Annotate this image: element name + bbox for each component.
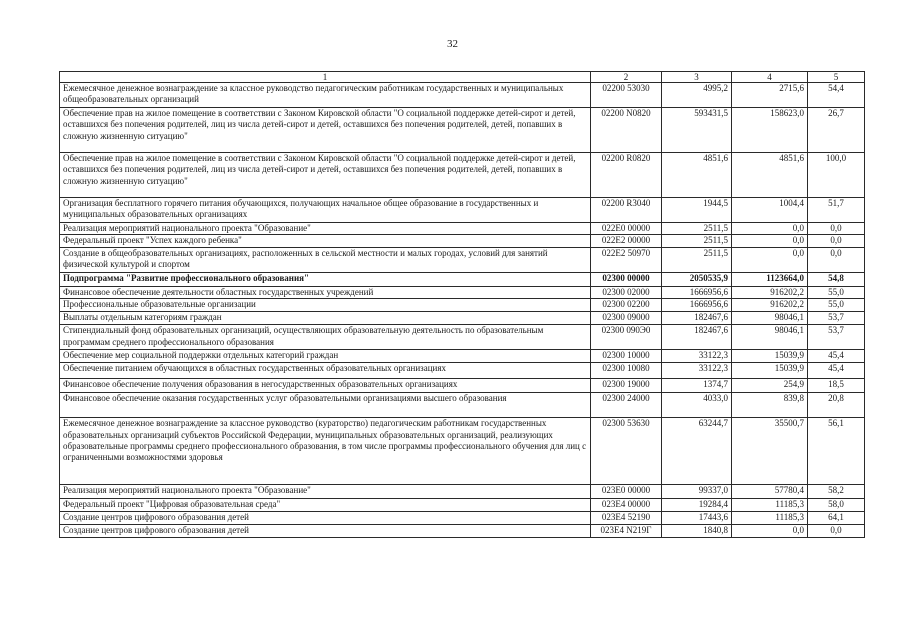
row-name: Создание центров цифрового образования детей	[60, 512, 591, 525]
row-code: 02300 10080	[591, 363, 662, 379]
table-row	[60, 525, 865, 538]
row-percent: 20,8	[808, 393, 865, 418]
row-plan-value: 19284,4	[662, 499, 732, 512]
row-percent: 53,7	[808, 312, 865, 325]
row-code: 02300 09000	[591, 312, 662, 325]
row-actual-value: 98046,1	[732, 325, 808, 350]
row-actual-value: 158623,0	[732, 108, 808, 153]
row-plan-value: 2511,5	[662, 247, 732, 272]
row-name: Федеральный проект "Успех каждого ребенка"	[60, 235, 591, 247]
row-percent: 0,0	[808, 247, 865, 272]
row-plan-value: 33122,3	[662, 363, 732, 379]
row-plan-value: 99337,0	[662, 485, 732, 499]
table-row	[60, 286, 865, 298]
row-percent: 64,1	[808, 512, 865, 525]
row-percent: 51,7	[808, 198, 865, 223]
row-percent: 18,5	[808, 379, 865, 393]
row-actual-value: 4851,6	[732, 153, 808, 198]
row-percent: 58,2	[808, 485, 865, 499]
row-plan-value: 1944,5	[662, 198, 732, 223]
row-percent: 0,0	[808, 235, 865, 247]
row-name: Стипендиальный фонд образовательных организаций, осуществляющих образовательную деятельность по образовательным программам среднего профессионального образования	[60, 325, 591, 350]
row-name: Ежемесячное денежное вознаграждение за классное руководство педагогическим работникам государственных и муниципальных общеобразовательных организаций	[60, 83, 591, 108]
table-row	[60, 393, 865, 418]
row-percent: 58,0	[808, 499, 865, 512]
row-name: Обеспечение прав на жилое помещение в соответствии с Законом Кировской области "О социальной поддержке детей-сирот и детей, оставшихся без попечения родителей, лиц из числа детей-сирот и детей, оставшихся без попечения родителей, детей, попавших в сложную жизненную ситуацию"	[60, 108, 591, 153]
row-actual-value: 916202,2	[732, 286, 808, 298]
row-code: 022E2 00000	[591, 235, 662, 247]
table-row	[60, 325, 865, 350]
row-code: 02300 10000	[591, 350, 662, 363]
row-plan-value: 1666956,6	[662, 286, 732, 298]
row-name: Федеральный проект "Цифровая образовательная среда"	[60, 499, 591, 512]
row-actual-value: 0,0	[732, 525, 808, 538]
row-name: Выплаты отдельным категориям граждан	[60, 312, 591, 325]
table-row	[60, 108, 865, 153]
row-actual-value: 15039,9	[732, 350, 808, 363]
row-plan-value: 4033,0	[662, 393, 732, 418]
table-row	[60, 350, 865, 363]
row-plan-value: 63244,7	[662, 418, 732, 485]
row-actual-value: 1123664,0	[732, 272, 808, 286]
table-row	[60, 312, 865, 325]
row-actual-value: 98046,1	[732, 312, 808, 325]
row-percent: 55,0	[808, 299, 865, 312]
row-actual-value: 0,0	[732, 235, 808, 247]
row-code: 02200 R3040	[591, 198, 662, 223]
row-percent: 53,7	[808, 325, 865, 350]
table-row	[60, 247, 865, 272]
row-code: 02300 24000	[591, 393, 662, 418]
row-name: Обеспечение прав на жилое помещение в соответствии с Законом Кировской области "О социальной поддержке детей-сирот и детей, оставшихся без попечения родителей, лиц из числа детей-сирот и детей, оставшихся без попечения родителей, детей, попавших в сложную жизненную ситуацию"	[60, 153, 591, 198]
row-plan-value: 2511,5	[662, 235, 732, 247]
row-name: Ежемесячное денежное вознаграждение за классное руководство (кураторство) педагогическим работникам государственных образовательных организаций субъектов Российской Федерации, муниципальных образовательных организаций, реализующих образовательные программы среднего профессионального образования, в том числе программы профессионального обучения для лиц с ограниченными возможностями здоровья	[60, 418, 591, 485]
column-header-2: 2	[591, 72, 662, 83]
row-actual-value: 11185,3	[732, 512, 808, 525]
row-plan-value: 4995,2	[662, 83, 732, 108]
row-percent: 45,4	[808, 350, 865, 363]
row-plan-value: 1666956,6	[662, 299, 732, 312]
row-code: 02300 02000	[591, 286, 662, 298]
row-actual-value: 0,0	[732, 223, 808, 235]
row-code: 022E2 50970	[591, 247, 662, 272]
table-row	[60, 499, 865, 512]
row-percent: 0,0	[808, 525, 865, 538]
row-name: Создание в общеобразовательных организациях, расположенных в сельской местности и малых городах, условий для занятий физической культурой и спортом	[60, 247, 591, 272]
row-plan-value: 182467,6	[662, 325, 732, 350]
row-code: 022E0 00000	[591, 223, 662, 235]
row-plan-value: 2050535,9	[662, 272, 732, 286]
row-plan-value: 1374,7	[662, 379, 732, 393]
row-code: 02300 53630	[591, 418, 662, 485]
row-code: 02200 N0820	[591, 108, 662, 153]
row-code: 02300 02200	[591, 299, 662, 312]
row-percent: 45,4	[808, 363, 865, 379]
page-number: 32	[447, 38, 458, 50]
row-code: 02300 090Э0	[591, 325, 662, 350]
column-header-3: 3	[662, 72, 732, 83]
table-row	[60, 83, 865, 108]
row-name: Реализация мероприятий национального проекта "Образование"	[60, 485, 591, 499]
table-row	[60, 198, 865, 223]
row-actual-value: 35500,7	[732, 418, 808, 485]
row-percent: 54,8	[808, 272, 865, 286]
table-row	[60, 379, 865, 393]
row-name: Финансовое обеспечение деятельности областных государственных учреждений	[60, 286, 591, 298]
row-plan-value: 1840,8	[662, 525, 732, 538]
row-percent: 0,0	[808, 223, 865, 235]
row-actual-value: 11185,3	[732, 499, 808, 512]
table-row	[60, 153, 865, 198]
row-name: Подпрограмма "Развитие профессионального образования"	[60, 272, 591, 286]
budget-table	[59, 71, 865, 538]
row-code: 02200 R0820	[591, 153, 662, 198]
row-name: Профессиональные образовательные организации	[60, 299, 591, 312]
row-name: Финансовое обеспечение оказания государственных услуг образовательными организациями высшего образования	[60, 393, 591, 418]
row-name: Создание центров цифрового образования детей	[60, 525, 591, 538]
row-name: Финансовое обеспечение получения образования в негосударственных образовательных организациях	[60, 379, 591, 393]
row-plan-value: 33122,3	[662, 350, 732, 363]
row-actual-value: 2715,6	[732, 83, 808, 108]
row-code: 023E4 52190	[591, 512, 662, 525]
table-row	[60, 299, 865, 312]
table-row	[60, 512, 865, 525]
table-row	[60, 485, 865, 499]
row-actual-value: 57780,4	[732, 485, 808, 499]
row-name: Обеспечение питанием обучающихся в областных государственных образовательных организациях	[60, 363, 591, 379]
row-plan-value: 593431,5	[662, 108, 732, 153]
row-actual-value: 254,9	[732, 379, 808, 393]
row-percent: 100,0	[808, 153, 865, 198]
column-header-5: 5	[808, 72, 865, 83]
table-row	[60, 223, 865, 235]
row-plan-value: 4851,6	[662, 153, 732, 198]
row-actual-value: 15039,9	[732, 363, 808, 379]
table-header-row	[60, 72, 865, 83]
row-actual-value: 916202,2	[732, 299, 808, 312]
row-plan-value: 182467,6	[662, 312, 732, 325]
row-actual-value: 839,8	[732, 393, 808, 418]
table-row	[60, 235, 865, 247]
row-percent: 55,0	[808, 286, 865, 298]
row-code: 023E4 N219Г	[591, 525, 662, 538]
table-row	[60, 363, 865, 379]
column-header-1: 1	[60, 72, 591, 83]
row-name: Обеспечение мер социальной поддержки отдельных категорий граждан	[60, 350, 591, 363]
row-percent: 54,4	[808, 83, 865, 108]
table-row	[60, 418, 865, 485]
column-header-4: 4	[732, 72, 808, 83]
row-code: 023E0 00000	[591, 485, 662, 499]
row-code: 023E4 00000	[591, 499, 662, 512]
row-actual-value: 0,0	[732, 247, 808, 272]
row-plan-value: 2511,5	[662, 223, 732, 235]
row-name: Организация бесплатного горячего питания обучающихся, получающих начальное общее образование в государственных и муниципальных образовательных организациях	[60, 198, 591, 223]
row-code: 02200 53030	[591, 83, 662, 108]
row-name: Реализация мероприятий национального проекта "Образование"	[60, 223, 591, 235]
row-plan-value: 17443,6	[662, 512, 732, 525]
row-actual-value: 1004,4	[732, 198, 808, 223]
row-percent: 56,1	[808, 418, 865, 485]
row-code: 02300 00000	[591, 272, 662, 286]
row-code: 02300 19000	[591, 379, 662, 393]
table-row	[60, 272, 865, 286]
row-percent: 26,7	[808, 108, 865, 153]
